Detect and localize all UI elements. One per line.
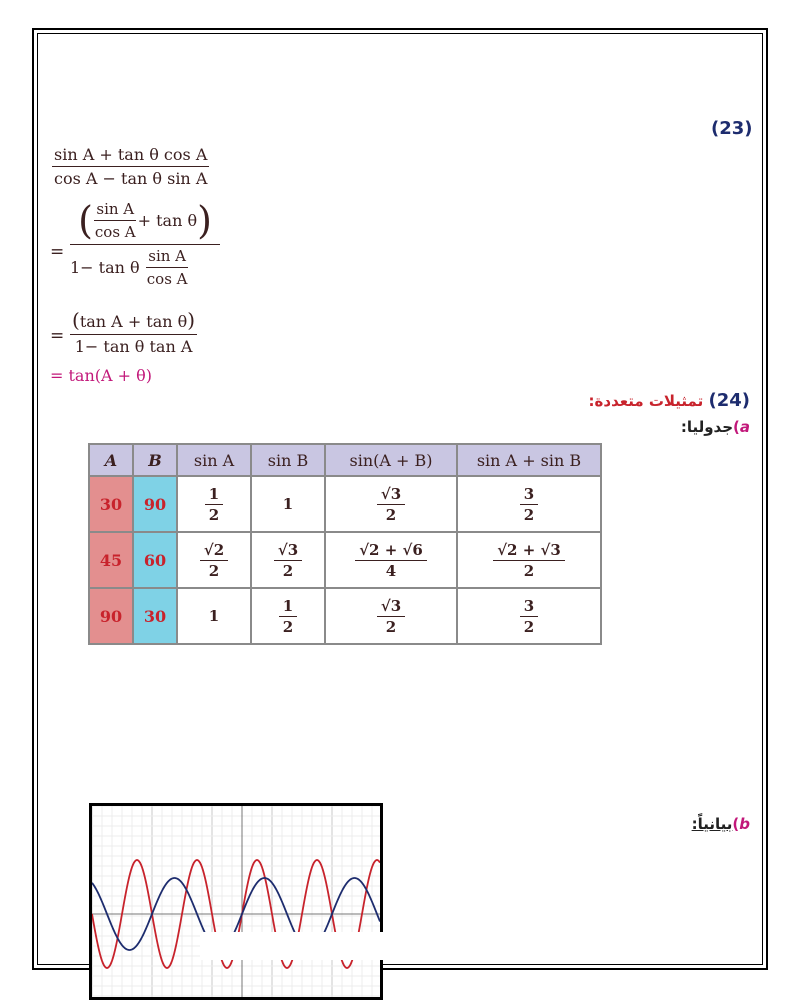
equals-sign-2: =	[50, 326, 65, 346]
graph-cover-box	[200, 932, 384, 960]
cell-A: 30	[89, 476, 133, 532]
table-row	[89, 532, 601, 588]
cell-sinB: $\frac{1}{2}$	[251, 588, 325, 644]
line1-numerator: sin A + tan θ cos A	[52, 145, 209, 167]
line2-den-prefix: 1− tan θ	[70, 258, 140, 277]
cell-B: 30	[133, 588, 177, 644]
sine-graph	[89, 803, 383, 1000]
line2-inner-den: cos A	[94, 223, 136, 241]
cell-sinAB: $\frac{√3}{2}$	[325, 476, 457, 532]
problem-24-title: تمثيلات متعددة:	[588, 392, 704, 410]
identity-line-2: ( $\frac{\text{sin A}}{\text{cos A}}$ + tan θ) 1− tan θ $\frac{\text{sin A}}{\text{cos A}}$	[70, 200, 220, 288]
header-A: A	[89, 444, 133, 476]
identity-line-1	[52, 145, 209, 188]
cell-B: 90	[133, 476, 177, 532]
line2-den-den: cos A	[146, 270, 188, 288]
line3-denominator: 1− tan θ tan A	[74, 337, 193, 356]
cell-sinB: 1	[251, 476, 325, 532]
cell-A: 45	[89, 532, 133, 588]
line1-denominator: cos A − tan θ sin A	[54, 169, 208, 188]
header-sinAB: sin(A + B)	[325, 444, 457, 476]
cell-sum: $\frac{√2 + √3}{2}$	[457, 532, 601, 588]
part-a-label: a)جدوليا:	[680, 418, 750, 436]
header-sinB: sin B	[251, 444, 325, 476]
line2-den-num: sin A	[146, 247, 188, 268]
line3-numerator: (tan A + tan θ)	[70, 308, 197, 335]
problem-24-heading: (24) تمثيلات متعددة:	[588, 390, 750, 411]
part-b-label: b)بيانياً:	[691, 815, 750, 833]
cell-sinA: $\frac{√2}{2}$	[177, 532, 251, 588]
cell-sinAB: $\frac{√2 + √6}{4}$	[325, 532, 457, 588]
sine-graph-svg	[92, 806, 380, 997]
cell-sum: $\frac{3}{2}$	[457, 476, 601, 532]
line2-plus-tan: + tan θ	[137, 211, 198, 230]
header-sum: sin A + sin B	[457, 444, 601, 476]
cell-sinB: $\frac{√3}{2}$	[251, 532, 325, 588]
problem-23-number: (23)	[711, 118, 753, 139]
cell-sinA: 1	[177, 588, 251, 644]
table-row	[89, 588, 601, 644]
cell-B: 60	[133, 532, 177, 588]
cell-sum: $\frac{3}{2}$	[457, 588, 601, 644]
line2-inner-num: sin A	[94, 200, 136, 221]
identity-line-3	[70, 308, 197, 356]
identity-result: = tan(A + θ)	[50, 366, 153, 385]
table-header-row	[89, 444, 601, 476]
header-B: B	[133, 444, 177, 476]
cell-A: 90	[89, 588, 133, 644]
cell-sinA: $\frac{1}{2}$	[177, 476, 251, 532]
header-sinA: sin A	[177, 444, 251, 476]
equals-sign-1: =	[50, 242, 65, 262]
values-table	[88, 443, 602, 645]
table-row	[89, 476, 601, 532]
cell-sinAB: $\frac{√3}{2}$	[325, 588, 457, 644]
